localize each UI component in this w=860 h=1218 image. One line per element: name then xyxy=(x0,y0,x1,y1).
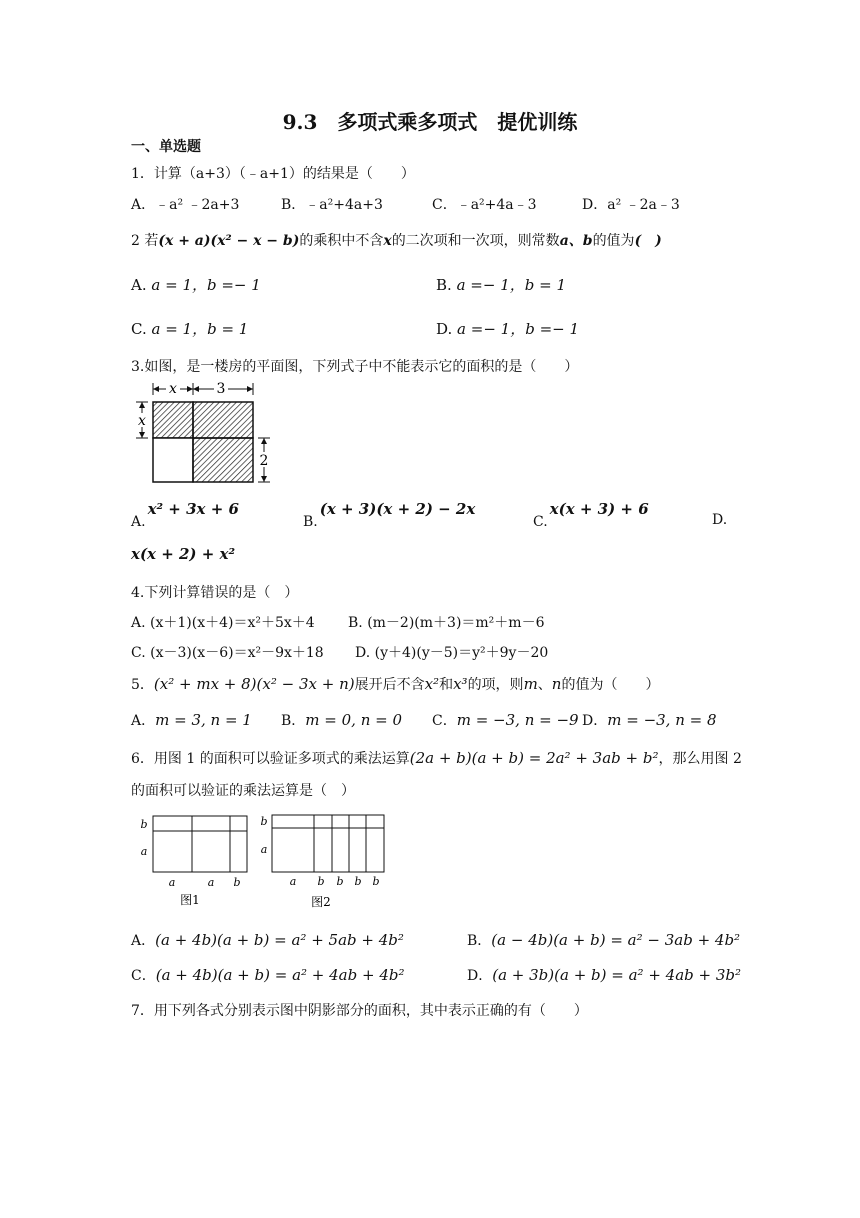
page-title: 9.3 多项式乘多项式 提优训练 xyxy=(282,110,578,134)
figure-2-bottom-label: a xyxy=(289,875,297,888)
question-3-stem: 3.如图，是一楼房的平面图，下列式子中不能表示它的面积的是（ ） xyxy=(131,359,579,375)
question-2-end: 的值为 xyxy=(592,233,635,249)
figure-2-bottom-label: b xyxy=(317,875,325,888)
option-value: m = 0, n = 0 xyxy=(305,711,403,729)
question-5-x2: x² xyxy=(424,675,440,693)
option-value: x(x + 3) + 6 xyxy=(549,500,649,518)
question-3-option-b xyxy=(303,500,476,530)
option-value: (a − 4b)(a + b) = a² − 3ab + 4b² xyxy=(491,931,741,949)
question-2-option-a xyxy=(131,274,261,295)
option-label: D． xyxy=(582,713,608,729)
question-5-option-c xyxy=(432,710,579,730)
option-value: a = 1，b = 1 xyxy=(151,320,249,338)
question-4-option-c: C. (x－3)(x－6)＝x²－9x＋18 xyxy=(131,645,324,661)
option-label: A． xyxy=(131,933,156,949)
figure-1-bottom-label: a xyxy=(168,876,176,889)
option-label: C. xyxy=(131,320,147,338)
question-2-mid: 的乘积中不含 xyxy=(299,233,384,249)
figure-2 xyxy=(258,812,390,912)
question-5-option-b xyxy=(281,710,402,730)
question-2-option-c xyxy=(131,318,248,339)
option-value: x² + 3x + 6 xyxy=(147,500,239,518)
question-4-stem: 4.下列计算错误的是（ ） xyxy=(131,585,299,601)
option-value: a =− 1，b = 1 xyxy=(456,276,566,294)
question-5-end: 的值为（ ） xyxy=(561,677,660,693)
question-2-prefix: 2 若 xyxy=(131,233,159,249)
question-6-prefix: 6．用图 1 的面积可以验证多项式的乘法运算 xyxy=(131,751,410,767)
question-2-rest: 的二次项和一次项，则常数 xyxy=(391,233,560,249)
figure-label-x-left: x xyxy=(138,413,146,429)
question-1-option-b: B．﹣a²+4a+3 xyxy=(281,197,383,213)
question-5-option-a xyxy=(131,710,252,730)
question-1-option-d: D．a² ﹣2a﹣3 xyxy=(582,197,680,213)
question-6-stem-line1 xyxy=(131,748,742,768)
question-5-rest: 的项，则 xyxy=(467,677,524,693)
figure-2-label-a: a xyxy=(260,843,268,856)
question-4-option-b: B. (m－2)(m＋3)＝m²＋m－6 xyxy=(348,615,545,631)
figure-2-bottom-label: b xyxy=(372,875,380,888)
option-label: B. xyxy=(436,276,452,294)
question-5-stem xyxy=(131,674,659,694)
figure-2-bottom-label: b xyxy=(336,875,344,888)
question-2-expression: (x + a)(x² − x − b) xyxy=(158,233,300,249)
question-4-option-d: D. (y＋4)(y－5)＝y²＋9y－20 xyxy=(355,645,549,661)
option-label: B． xyxy=(281,713,306,729)
figure-1 xyxy=(138,812,254,912)
option-value: m = −3, n = −9 xyxy=(456,711,579,729)
question-1-option-a: A．﹣a² ﹣2a+3 xyxy=(131,197,240,213)
question-1-stem: 1．计算（a+3）（﹣a+1）的结果是（ ） xyxy=(131,166,415,182)
question-6-suffix: ，那么用图 2 xyxy=(658,751,742,767)
question-3-option-d-value: x(x + 2) + x² xyxy=(131,545,236,563)
question-2-constants: a、b xyxy=(559,233,593,249)
figure-label-3: 3 xyxy=(216,381,226,397)
shaded-region-top-left xyxy=(153,402,193,438)
question-6-stem-line2: 的面积可以验证的乘法运算是（ ） xyxy=(131,783,355,799)
option-label: A. xyxy=(131,514,146,530)
figure-1-label-b: b xyxy=(140,818,148,831)
option-value: (a + 4b)(a + b) = a² + 4ab + 4b² xyxy=(155,966,405,984)
question-5-mid: 展开后不含 xyxy=(354,677,425,693)
question-2-variable: x xyxy=(383,233,392,249)
question-2-answer-paren: ( ) xyxy=(634,233,662,249)
floor-plan-figure xyxy=(128,380,288,486)
question-3-option-c xyxy=(533,500,649,530)
option-label: B. xyxy=(303,514,318,530)
question-7-stem: 7．用下列各式分别表示图中阴影部分的面积，其中表示正确的有（ ） xyxy=(131,1003,588,1019)
figure-1-caption: 图1 xyxy=(180,893,200,907)
question-3-option-d-label: D. xyxy=(712,512,728,528)
question-5-x3: x³ xyxy=(453,675,468,693)
question-5-n: n xyxy=(551,675,562,693)
option-label: C. xyxy=(533,514,548,530)
figure-2-label-b: b xyxy=(260,815,268,828)
question-6-option-c xyxy=(131,965,405,985)
option-value: (x + 3)(x + 2) − 2x xyxy=(319,500,476,518)
question-5-expression: (x² + mx + 8)(x² − 3x + n) xyxy=(153,675,355,693)
figure-1-label-a: a xyxy=(140,845,148,858)
question-5-and: 和 xyxy=(439,677,454,693)
figure-label-x-top: x xyxy=(169,381,177,397)
option-value: (a + 3b)(a + b) = a² + 4ab + 3b² xyxy=(492,966,742,984)
question-5-m: m xyxy=(523,675,538,693)
question-2-stem xyxy=(131,230,662,250)
option-value: a =− 1，b =− 1 xyxy=(457,320,580,338)
question-2-option-b xyxy=(436,274,566,295)
shaded-region-top-right xyxy=(193,402,253,438)
option-label: C． xyxy=(131,968,156,984)
question-4-option-a: A. (x＋1)(x＋4)＝x²＋5x＋4 xyxy=(131,615,315,631)
option-label: D. xyxy=(436,320,453,338)
shaded-region-bottom-right xyxy=(193,438,253,482)
question-5-option-d xyxy=(582,710,717,730)
question-6-option-d xyxy=(467,965,741,985)
figure-2-caption: 图2 xyxy=(311,895,331,909)
section-heading: 一、单选题 xyxy=(131,139,201,155)
blank-region-bottom-left xyxy=(153,438,193,482)
option-label: A． xyxy=(131,713,156,729)
figure-2-bottom-label: b xyxy=(354,875,362,888)
option-value: a = 1，b =− 1 xyxy=(151,276,261,294)
option-value: (a + 4b)(a + b) = a² + 5ab + 4b² xyxy=(155,931,404,949)
question-6-option-b xyxy=(467,930,740,950)
question-1-option-c: C．﹣a²+4a﹣3 xyxy=(432,197,537,213)
figure-label-2: 2 xyxy=(259,453,269,469)
question-3-option-a xyxy=(131,500,239,530)
option-value: m = −3, n = 8 xyxy=(607,711,717,729)
option-label: C． xyxy=(432,713,457,729)
question-5-number: 5． xyxy=(131,677,154,693)
option-label: B． xyxy=(467,933,492,949)
figure-1-bottom-label: a xyxy=(207,876,215,889)
question-6-option-a xyxy=(131,930,404,950)
option-value: m = 3, n = 1 xyxy=(155,711,252,729)
option-label: D． xyxy=(467,968,493,984)
figure-1-bottom-label: b xyxy=(233,876,241,889)
question-5-sep: 、 xyxy=(537,677,552,693)
question-6-expression: (2a + b)(a + b) = 2a² + 3ab + b² xyxy=(409,749,659,767)
option-label: A. xyxy=(131,276,147,294)
question-2-option-d xyxy=(436,318,579,339)
